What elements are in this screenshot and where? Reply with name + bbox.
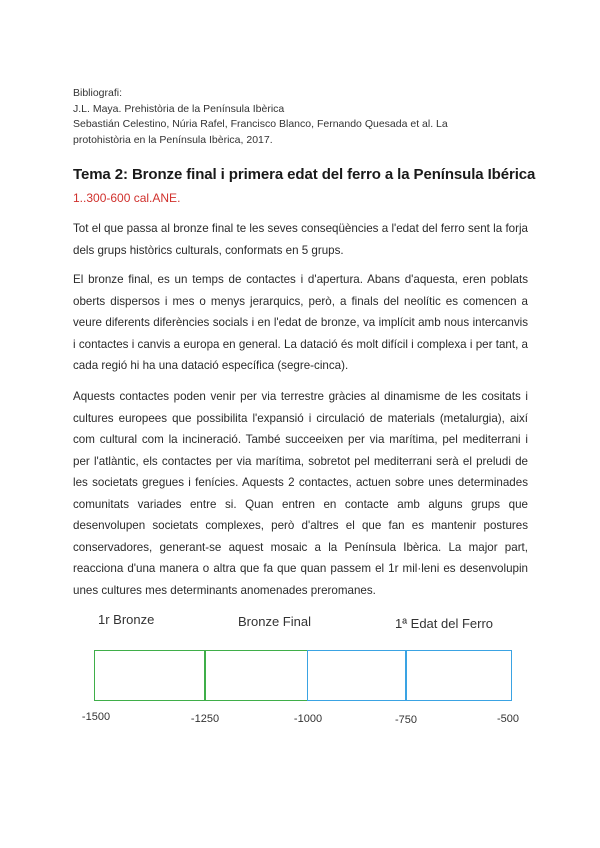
timeline-tick-label: -1250 bbox=[190, 713, 220, 725]
timeline-segment bbox=[307, 650, 407, 701]
bibliography-line: protohistòria en la Península Ibèrica, 2017. bbox=[73, 133, 273, 146]
timeline-tick-label: -750 bbox=[394, 714, 418, 726]
bibliography-line: J.L. Maya. Prehistòria de la Península Ibèrica bbox=[73, 102, 285, 115]
bibliography-line: Sebastián Celestino, Núria Rafel, Francisco Blanco, Fernando Quesada et al. La bbox=[73, 118, 448, 130]
paragraph: Tot el que passa al bronze final te les seves conseqüències a l'edat del ferro sent la forja dels grups històrics culturals, conformats en 5 grups. bbox=[73, 222, 528, 257]
timeline-period-label: 1r Bronze bbox=[98, 612, 155, 627]
section-subtitle: 1..300-600 cal.ANE. bbox=[73, 191, 181, 205]
timeline-tick-label: -1000 bbox=[293, 713, 323, 725]
section-title: Tema 2: Bronze final i primera edat del ferro a la Península Ibérica bbox=[73, 166, 536, 183]
timeline-segment bbox=[204, 650, 308, 701]
bibliography bbox=[73, 86, 533, 148]
timeline-segment bbox=[405, 650, 512, 701]
timeline-period-label: 1ª Edat del Ferro bbox=[395, 616, 494, 631]
paragraph: Aquests contactes poden venir per via terrestre gràcies al dinamisme de les cositats i cultures europees que possibilita l'expansió i circulació de materials (metalurgia), així com cultural com la incineració. També succeeixen per via marítima, pel mediterrani i per l'atlàntic, els contactes per via marítima, sobretot pel mediterrani serà el preludi de les societats gregues i fenícies. Aquests 2 contactes, actuen sobre unes determinades comunitats variades entre si. Quan entren en contacte amb alguns grups que desenvolupen societats complexes, però d'altres el que fan es mantenir postures conservadores, generant-se aquest mosaic a la Península Ibèrica. La major part, reacciona d'una manera o altra que fa que quan passem el 1r mil·leni es desenvolupin unes cultures mes determinants anomenades preromanes. bbox=[73, 390, 528, 597]
timeline-tick-label: -500 bbox=[496, 713, 520, 725]
timeline-period-label: Bronze Final bbox=[238, 614, 311, 629]
timeline-segment bbox=[94, 650, 206, 701]
bibliography-heading: Bibliografi: bbox=[73, 87, 123, 99]
timeline-tick-label: -1500 bbox=[81, 711, 111, 723]
paragraph: El bronze final, es un temps de contactes i d'apertura. Abans d'aquesta, eren poblats oberts dispersos i mes o menys jerarquics, però, a finals del neolític es comencen a veure diferents diferències socials i en l'edat de bronze, va implícit amb nous intercanvis i contactes i canvis a europa en general. La datació és molt difícil i complexa i per tant, a cada regió hi ha una datació específica (segre-cinca). bbox=[73, 273, 528, 372]
